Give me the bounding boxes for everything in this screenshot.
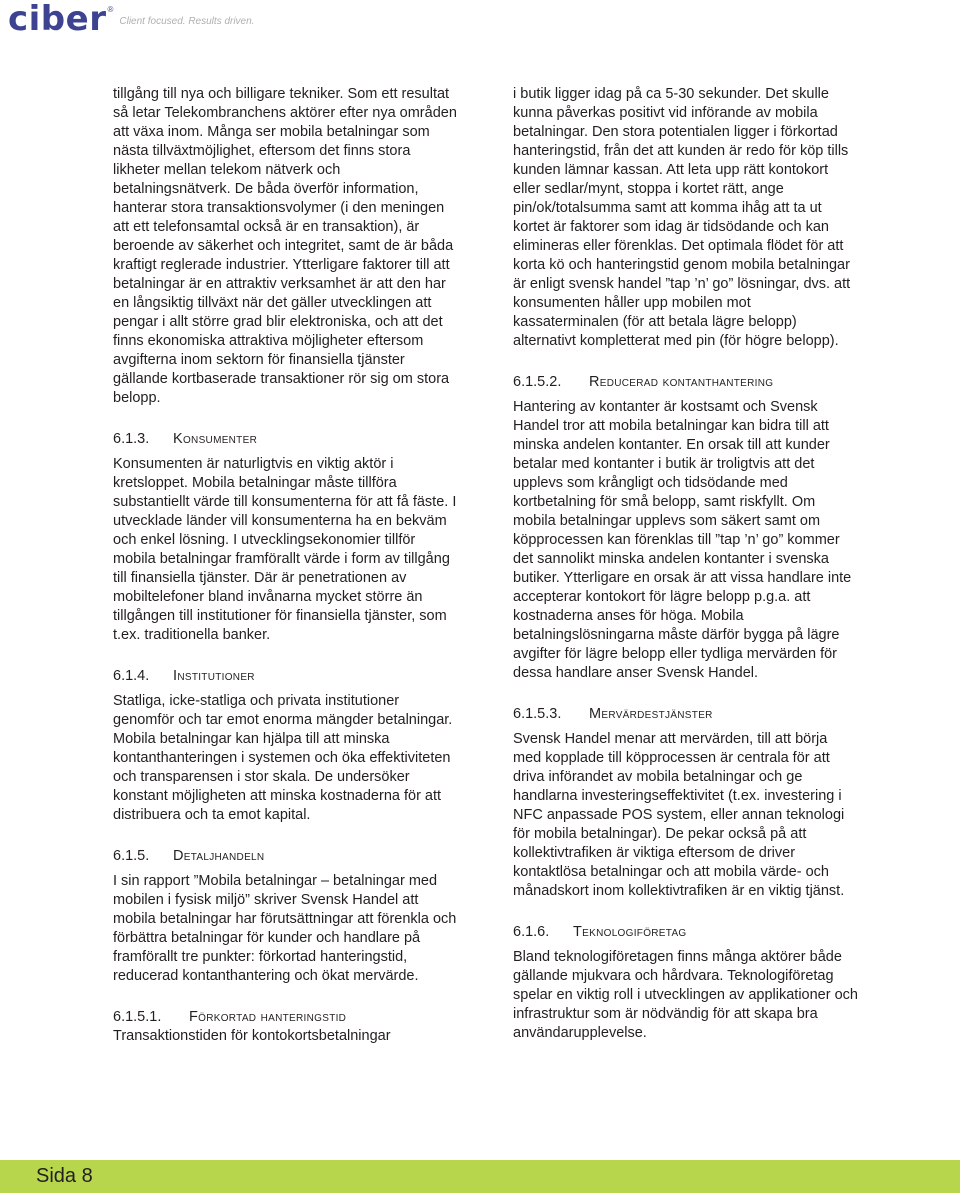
- footer-bar: [0, 1160, 960, 1193]
- section-title: Förkortad hanteringstid: [189, 1009, 347, 1025]
- section-heading-6-1-3: [113, 430, 458, 449]
- paragraph: i butik ligger idag på ca 5-30 sekunder. Det skulle kunna påverkas positivt vid införande av mobila betalningar. Den stora potentialen ligger i förkortad hanteringstid, från det att kunden är redo för köp tills kunden lämnar kassan. Att leta upp rätt kontokort eller sedlar/mynt, stoppa i kortet rätt, ange pin/ok/totalsumma samt att komma ihåg att ta ut kortet är faktorer som idag är tidsödande och kan elimineras eller förenklas. Det optimala flödet för att korta kö och hanteringstid genom mobila betalningar är enligt svensk handel ”tap ’n’ go” lösningar, dvs. att konsumenten håller upp mobilen mot kassaterminalen (för att betala lägre belopp) alternativt kompletterat med pin (för högre belopp).: [513, 86, 851, 349]
- paragraph: Hantering av kontanter är kostsamt och Svensk Handel tror att mobila betalningar kan bidra till att minska andelen kontanter. En orsak till att kunder betalar med kontanter i butik är troligtvis att det upplevs som krångligt och tidsödande med kortbetalning för små belopp, samt riskfyllt. Om mobila betalningar upplevs som säkert samt om köpprocessen kan förenklas till ”tap ’n’ go” kommer det sannolikt minska andelen kontanter i svenska butiker. Ytterligare en orsak är att vissa handlare inte accepterar kontokort för lägre belopp p.g.a. att kostnaderna anses för höga. Mobila betalningslösningarna måste därför bygga på lägre avgifter för lägre belopp eller tydliga mervärden för dessa handlare anser Svensk Handel.: [513, 399, 852, 681]
- section-heading-6-1-5: [113, 847, 458, 866]
- registered-mark: ®: [107, 5, 114, 14]
- section-heading-6-1-4: [113, 667, 458, 686]
- paragraph: Transaktionstiden för kontokortsbetalningar: [113, 1028, 391, 1044]
- section-title: Reducerad kontanthantering: [589, 374, 774, 390]
- section-title: Konsumenter: [173, 431, 258, 447]
- section-title: Institutioner: [173, 668, 255, 684]
- section-number: 6.1.3.: [113, 431, 150, 447]
- section-heading-6-1-6: [513, 923, 858, 942]
- right-column: [513, 85, 858, 1043]
- section-heading-6-1-5-1: [113, 1008, 458, 1027]
- section-number: 6.1.4.: [113, 668, 150, 684]
- paragraph: Konsumenten är naturligtvis en viktig aktör i kretsloppet. Mobila betalningar måste tillföra substantiellt värde till konsumenterna för att få fäste. I utvecklade länder vill konsumenterna ha en bekväm och enkel lösning. I utvecklingsekonomier tillför mobila betalningar framförallt värde i form av tillgång till finansiella tjänster. Där är penetrationen av mobiltelefoner bland invånarna mycket större än tillgången till institutioner för finansiella tjänster, som t.ex. traditionella banker.: [113, 456, 457, 643]
- logo-wordmark: ciber: [8, 0, 107, 39]
- section-number: 6.1.5.2.: [513, 374, 562, 390]
- page-number: Sida 8: [36, 1165, 93, 1187]
- paragraph: Bland teknologiföretagen finns många aktörer både gällande mjukvara och hårdvara. Teknologiföretag spelar en viktig roll i utvecklingen av applikationer och infrastruktur som är nödvändig för att skapa bra användarupplevelse.: [513, 949, 858, 1041]
- section-number: 6.1.5.: [113, 848, 150, 864]
- left-column: [113, 85, 458, 1046]
- section-heading-6-1-5-3: [513, 705, 858, 724]
- section-number: 6.1.5.3.: [513, 706, 562, 722]
- section-title: Teknologiföretag: [573, 924, 687, 940]
- section-heading-6-1-5-2: [513, 373, 858, 392]
- section-title: Detaljhandeln: [173, 848, 265, 864]
- paragraph: Svensk Handel menar att mervärden, till att börja med kopplade till köpprocessen är centrala för att driva införandet av mobila betalningar och ge handlarna investeringseffektivitet (t.ex. investering i NFC anpassade POS system, eller annan teknologi för mobila betalningar). De pekar också på att kollektivtrafiken är viktiga eftersom de driver kontaktlösa betalningar och att mobila värde- och månadskort inom kollektivtrafiken är en viktig tjänst.: [513, 731, 845, 899]
- section-title: Mervärdestjänster: [589, 706, 713, 722]
- paragraph: tillgång till nya och billigare tekniker. Som ett resultat så letar Telekombranchens aktörer efter nya områden att växa inom. Många ser mobila betalningar som nästa tillväxtmöjlighet, eftersom det finns stora likheter mellan telekom nätverk och betalningsnätverk. De båda överför information, hanterar stora transaktionsvolymer (i den meningen att ett telefonsamtal också är en transaktion), är beroende av säkerhet och integritet, samt de är båda kraftigt reglerade industrier. Ytterligare faktorer till att betalningar är en attraktiv verksamhet är att den har en långsiktig tillväxt när det gäller utvecklingen att pengar i allt större grad blir elektroniska, och att det finns ekonomiska attraktiva möjligheter eftersom avgifterna inom sektorn för finansiella tjänster gällande kortbaserade transaktioner rör sig om stora belopp.: [113, 86, 457, 406]
- ciber-logo: [8, 0, 255, 39]
- section-number: 6.1.6.: [513, 924, 550, 940]
- paragraph: Statliga, icke-statliga och privata institutioner genomför och tar emot enorma mängder betalningar. Mobila betalningar kan hjälpa till att minska kontanthanteringen i systemen och öka effektiviteten och transparensen i stor skala. De undersöker konstant möjligheten att minska kostnaderna för att distribuera och ta emot kapital.: [113, 693, 453, 823]
- logo-tagline: Client focused. Results driven.: [119, 16, 255, 27]
- paragraph: I sin rapport ”Mobila betalningar – betalningar med mobilen i fysisk miljö” skriver Svensk Handel att mobila betalningar har förutsättningar att förenkla och förbättra betalningar för kunder och handlare på framförallt tre punkter: förkortad hanteringstid, reducerad kontanthantering och ökat mervärde.: [113, 873, 457, 984]
- section-number: 6.1.5.1.: [113, 1009, 162, 1025]
